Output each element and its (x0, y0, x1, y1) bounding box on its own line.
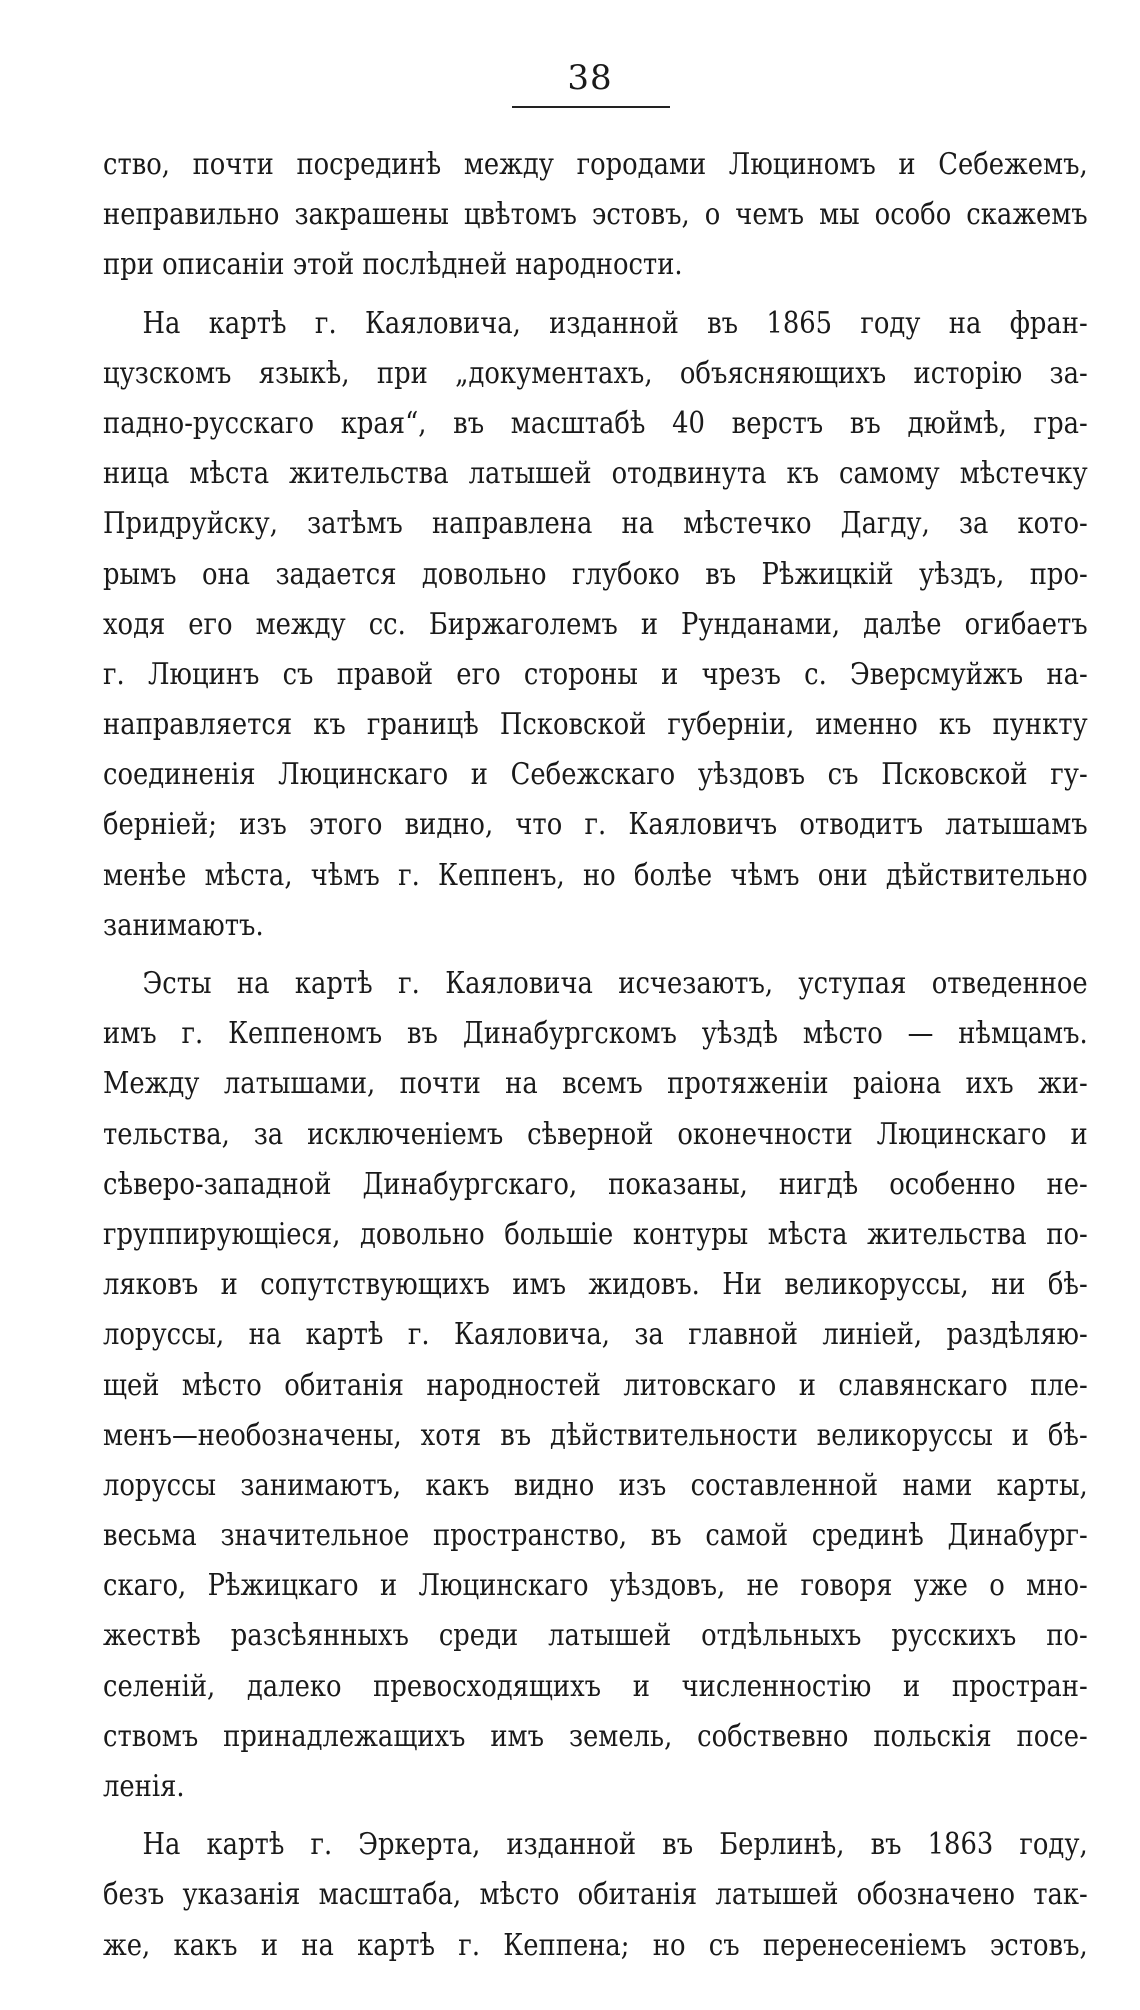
text-line: менъ—необозначены, хотя въ дѣйствительности великоруссы и бѣ- (103, 1417, 1088, 1453)
paragraph (103, 959, 1088, 1812)
text-line: На картѣ г. Эркерта, изданной въ Берлинѣ, въ 1863 году, (142, 1827, 1088, 1863)
text-line: группирующіеся, довольно большіе контуры мѣста жительства по- (103, 1216, 1088, 1252)
text-line: жествѣ разсѣянныхъ среди латышей отдѣльныхъ русскихъ по- (103, 1618, 1088, 1654)
text-line: тельства, за исключеніемъ сѣверной оконечности Люцинскаго и (103, 1116, 1088, 1152)
text-line: ляковъ и сопутствующихъ имъ жидовъ. Ни великоруссы, ни бѣ- (103, 1267, 1088, 1303)
body-text (103, 140, 1088, 1971)
text-line: сѣверо-западной Динабургскаго, показаны, нигдѣ особенно не- (103, 1166, 1088, 1202)
text-line: Придруйску, затѣмъ направлена на мѣстечко Дагду, за кото- (103, 506, 1088, 542)
text-line: селеній, далеко превосходящихъ и численностію и простран- (103, 1668, 1088, 1704)
text-line: безъ указанія масштаба, мѣсто обитанія латышей обозначено так- (103, 1877, 1088, 1913)
text-line: падно-русскаго края“, въ масштабѣ 40 верстъ въ дюймѣ, гра- (103, 405, 1088, 441)
paragraph-gap (103, 951, 1088, 959)
text-line: занимаютъ. (103, 907, 264, 943)
text-line: ница мѣста жительства латышей отодвинута къ самому мѣстечку (103, 456, 1088, 492)
text-line: ствомъ принадлежащихъ имъ земель, собствевно польскія посе- (103, 1718, 1088, 1754)
paragraph-gap (103, 1812, 1088, 1820)
text-line: неправильно закрашены цвѣтомъ эстовъ, о чемъ мы особо скажемъ (103, 197, 1088, 233)
text-line: соединенія Люцинскаго и Себежскаго уѣздовъ съ Псковской гу- (103, 757, 1088, 793)
text-line: рымъ она задается довольно глубоко въ Рѣжицкій уѣздъ, про- (103, 556, 1088, 592)
paragraph-gap (103, 291, 1088, 299)
text-line: щей мѣсто обитанія народностей литовскаго и славянскаго пле- (103, 1367, 1088, 1403)
text-line: весьма значительное пространство, въ самой срединѣ Динабург- (103, 1518, 1088, 1554)
text-line: скаго, Рѣжицкаго и Люцинскаго уѣздовъ, не говоря уже о мно- (103, 1568, 1088, 1604)
text-line: менѣе мѣста, чѣмъ г. Кеппенъ, но болѣе чѣмъ они дѣйствительно (103, 857, 1088, 893)
paragraph (103, 1820, 1088, 1971)
paragraph (103, 140, 1088, 291)
text-line: берніей; изъ этого видно, что г. Каяловичъ отводитъ латышамъ (103, 807, 1088, 843)
text-line: направляется къ границѣ Псковской губерніи, именно къ пункту (103, 707, 1088, 743)
text-line: лоруссы, на картѣ г. Каяловича, за главной линіей, раздѣляю- (103, 1317, 1088, 1353)
paragraph (103, 299, 1088, 951)
text-line: лоруссы занимаютъ, какъ видно изъ составленной нами карты, (103, 1467, 1088, 1503)
text-line: при описаніи этой послѣдней народности. (103, 247, 683, 283)
text-line: ленія. (103, 1769, 185, 1804)
text-line: ство, почти посрединѣ между городами Люциномъ и Себежемъ, (103, 147, 1088, 182)
text-line: Эсты на картѣ г. Каяловича исчезаютъ, уступая отведенное (142, 966, 1088, 1001)
text-line: г. Люцинъ съ правой его стороны и чрезъ с. Эверсмуйжъ на- (103, 656, 1088, 692)
text-line: же, какъ и на картѣ г. Кеппена; но съ перенесеніемъ эстовъ, (103, 1927, 1088, 1963)
text-line: На картѣ г. Каяловича, изданной въ 1865 году на фран- (142, 305, 1088, 341)
text-line: ходя его между сс. Биржаголемъ и Рунданами, далѣе огибаетъ (103, 606, 1088, 642)
page-number: 38 (567, 58, 613, 98)
text-line: имъ г. Кеппеномъ въ Динабургскомъ уѣздѣ мѣсто — нѣмцамъ. (103, 1016, 1088, 1052)
page-number-rule (512, 106, 670, 108)
text-line: цузскомъ языкѣ, при „документахъ, объясняющихъ исторію за- (103, 355, 1088, 391)
text-line: Между латышами, почти на всемъ протяженіи раіона ихъ жи- (103, 1066, 1088, 1102)
